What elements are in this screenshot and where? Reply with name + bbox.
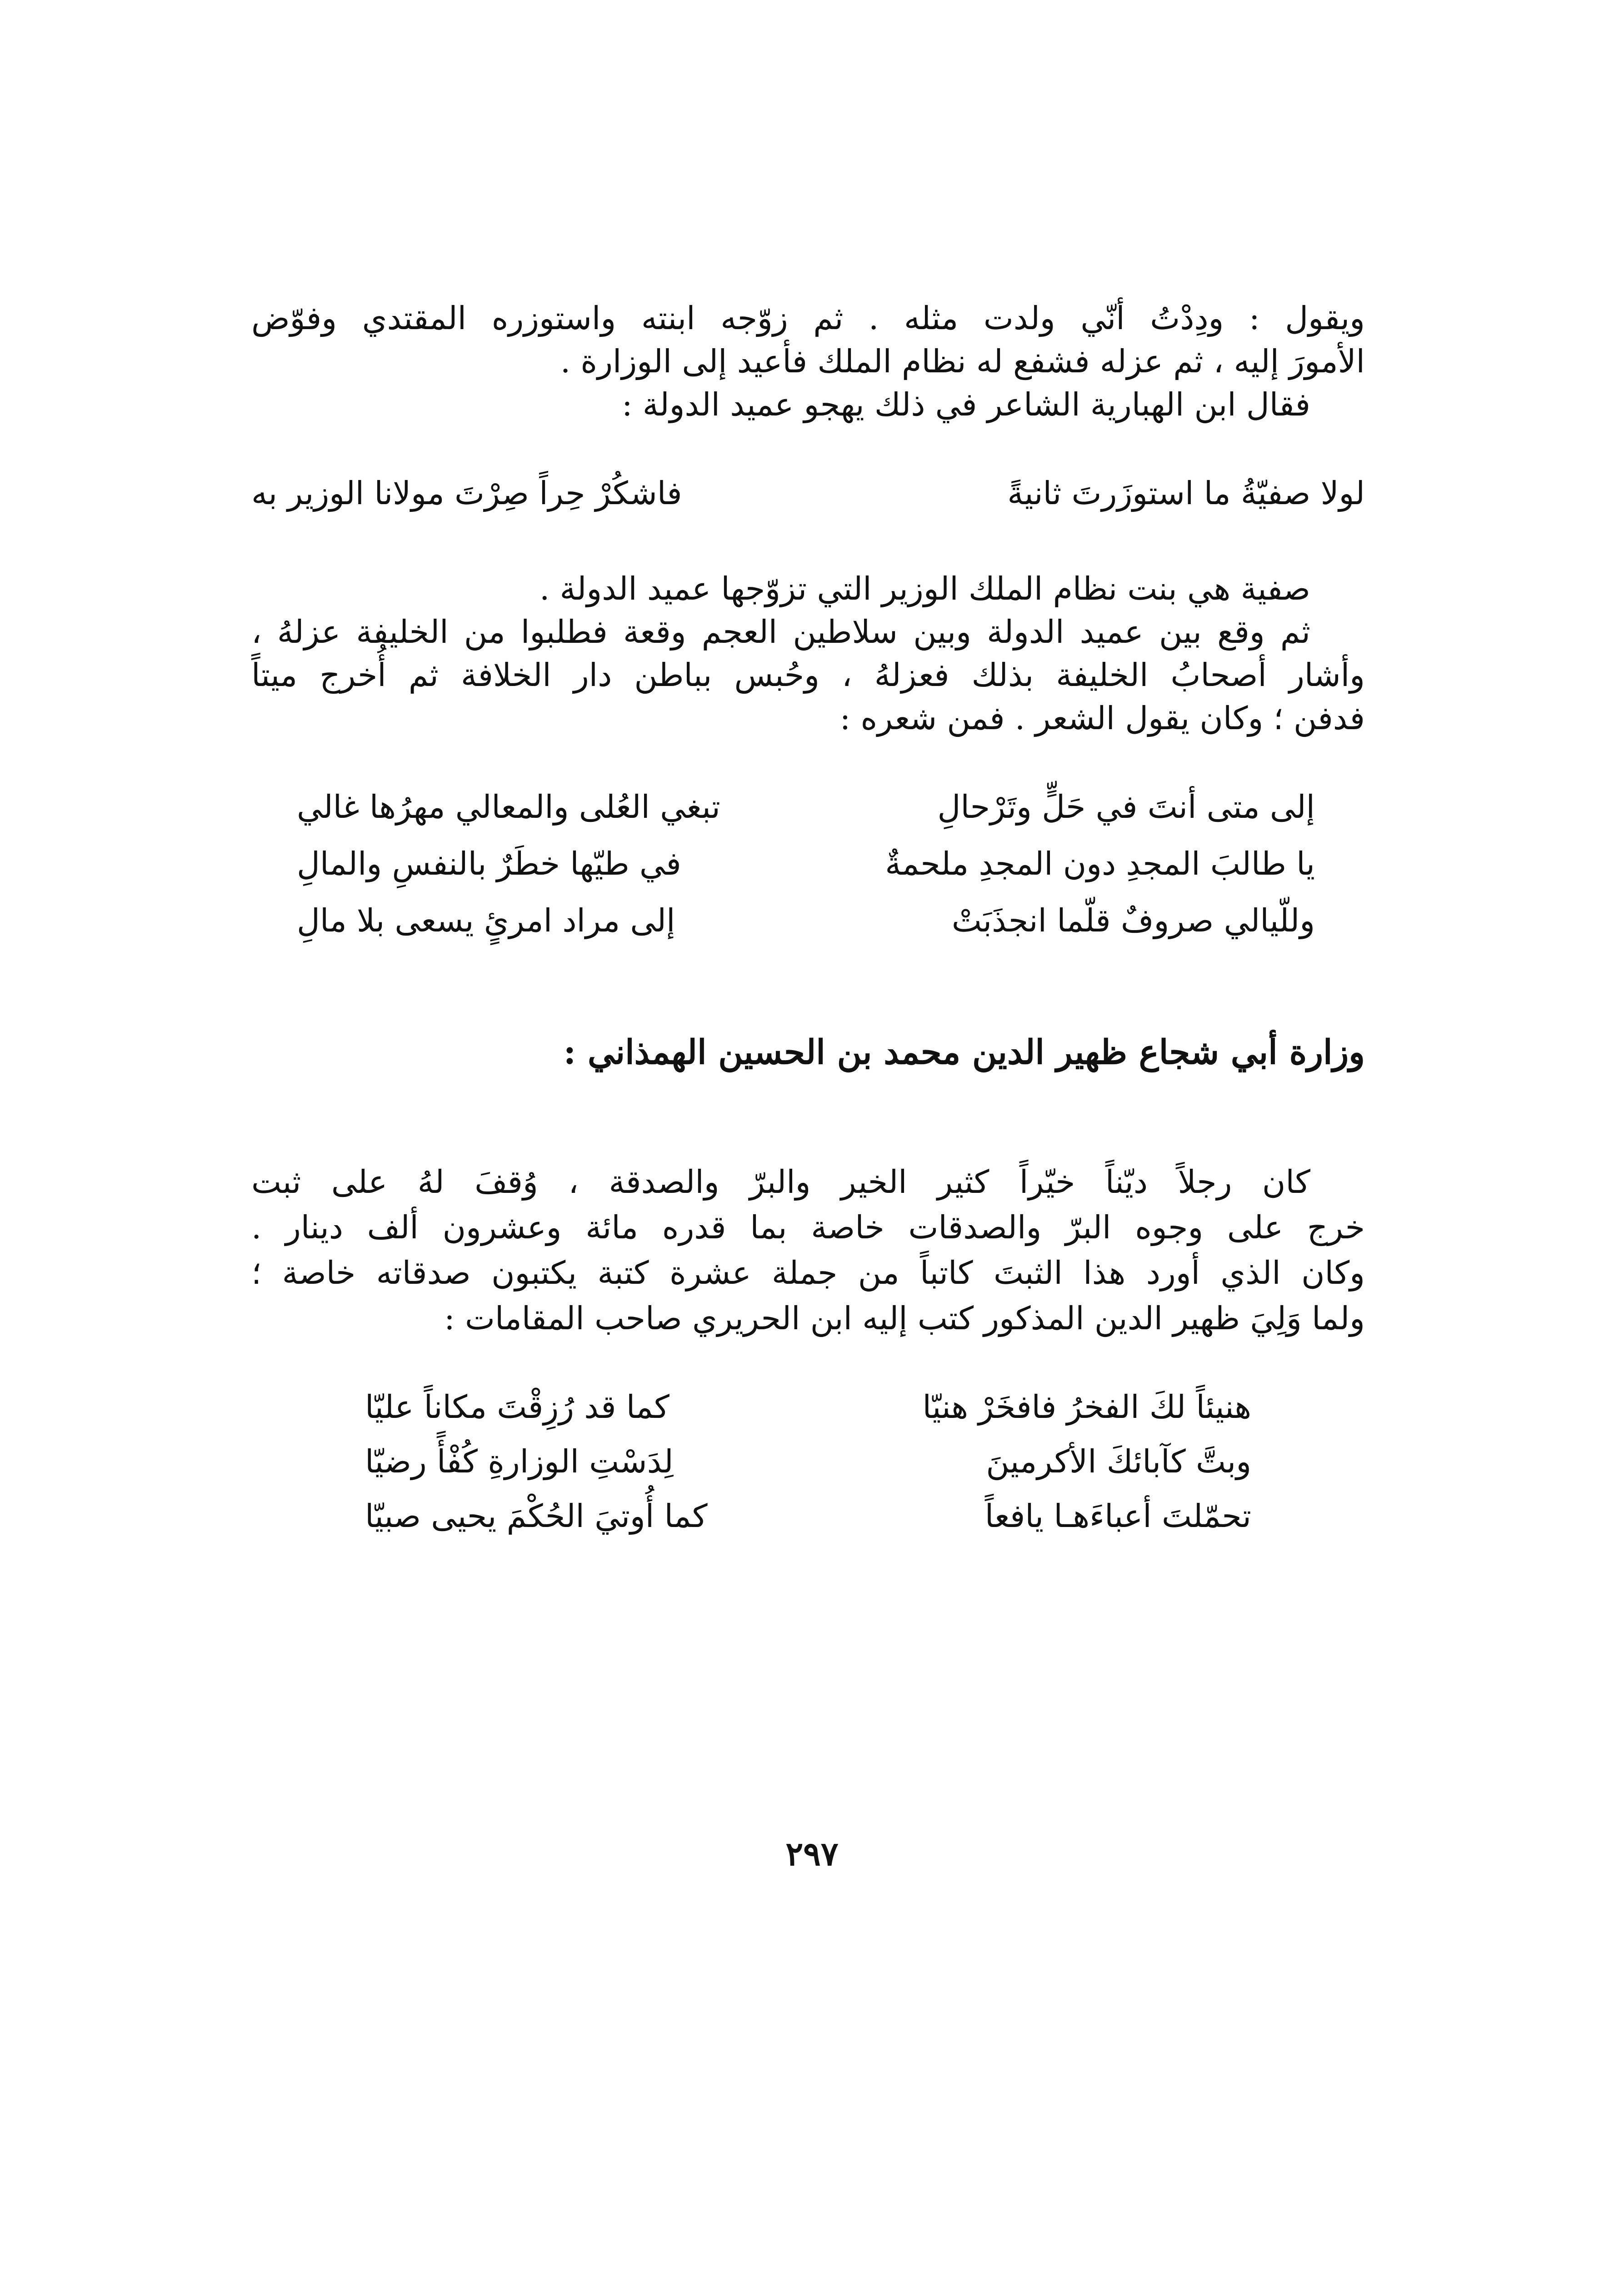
poem-1-verse-3-right: وللّيالي صروفٌ قلّما انجذَبَتْ <box>951 902 1315 939</box>
poem-2-verse-1 <box>365 1384 1251 1430</box>
verse-1 <box>251 471 1365 516</box>
paragraph-2-line-2: ثم وقع بين عميد الدولة وبين سلاطين العجم وقعة فطلبوا من الخليفة عزلهُ ، <box>251 613 1310 651</box>
poem-2-verse-2-right: وبتَّ كآبائكَ الأكرمينَ <box>986 1443 1251 1480</box>
section-heading: وزارة أبي شجاع ظهير الدين محمد بن الحسين الهمذاني : <box>563 1033 1365 1072</box>
poem-2-verse-1-left: كما قد رُزِقْتَ مكاناً عليّا <box>365 1388 670 1426</box>
poem-1-verse-2 <box>297 841 1315 886</box>
paragraph-2-line-1: صفية هي بنت نظام الملك الوزير التي تزوّجها عميد الدولة . <box>540 570 1310 607</box>
paragraph-2-line-3: وأشار أصحابُ الخليفة بذلك فعزلهُ ، وحُبس بباطن دار الخلافة ثم أُخرج ميتاً <box>251 656 1365 694</box>
poem-1-verse-3-left: إلى مراد امرئٍ يسعى بلا مالِ <box>297 902 675 939</box>
poem-1-verse-2-left: في طيّها خطَرٌ بالنفسِ والمالِ <box>297 845 681 882</box>
poem-2-verse-3-right: تحمّلتَ أعباءَهـا يافعاً <box>984 1497 1251 1535</box>
verse-1-left-hemistich: فاشكُرْ حِراً صِرْتَ مولانا الوزير به <box>251 475 682 512</box>
poem-2-verse-3-left: كما أُوتيَ الحُكْمَ يحيى صبيّا <box>365 1497 708 1535</box>
poem-2-verse-2 <box>365 1439 1251 1484</box>
verse-1-right-hemistich: لولا صفيّةُ ما استوزَرتَ ثانيةً <box>1007 475 1365 512</box>
paragraph-1-line-3: فقال ابن الهبارية الشاعر في ذلك يهجو عميد الدولة : <box>621 386 1310 423</box>
poem-1-verse-1 <box>297 784 1315 830</box>
poem-2-verse-3 <box>365 1493 1251 1539</box>
page-number: ٢٩٧ <box>785 1834 839 1873</box>
poem-2-verse-1-right: هنيئاً لكَ الفخرُ فافخَرْ هنيّا <box>922 1388 1251 1426</box>
paragraph-1-line-2: الأمورَ إليه ، ثم عزله فشفع له نظام الملك فأعيد إلى الوزارة . <box>560 343 1365 380</box>
poem-1-verse-2-right: يا طالبَ المجدِ دون المجدِ ملحمةٌ <box>885 845 1315 882</box>
paragraph-3-line-1: كان رجلاً ديّناً خيّراً كثير الخير والبرّ والصدقة ، وُقفَ لهُ على ثبت <box>251 1163 1310 1201</box>
poem-1-verse-3 <box>297 898 1315 943</box>
poem-2-verse-2-left: لِدَسْتِ الوزارةِ كُفْأً رضيّا <box>365 1443 674 1480</box>
poem-1-verse-1-left: تبغي العُلى والمعالي مهرُها غالي <box>297 788 720 826</box>
paragraph-1-line-1: ويقول : ودِدْتُ أنّي ولدت مثله . ثم زوّجه ابنته واستوزره المقتدي وفوّض <box>251 300 1365 337</box>
paragraph-2-line-4: فدفن ؛ وكان يقول الشعر . فمن شعره : <box>839 700 1365 737</box>
paragraph-3-line-4: ولما وَلِيَ ظهير الدين المذكور كتب إليه ابن الحريري صاحب المقامات : <box>444 1300 1365 1337</box>
paragraph-3-line-2: خرج على وجوه البرّ والصدقات خاصة بما قدره مائة وعشرون ألف دينار . <box>251 1209 1365 1246</box>
poem-1-verse-1-right: إلى متى أنتَ في حَلٍّ وتَرْحالِ <box>937 788 1315 826</box>
paragraph-3-line-3: وكان الذي أورد هذا الثبتَ كاتباً من جملة عشرة كتبة يكتبون صدقاته خاصة ؛ <box>251 1254 1365 1292</box>
